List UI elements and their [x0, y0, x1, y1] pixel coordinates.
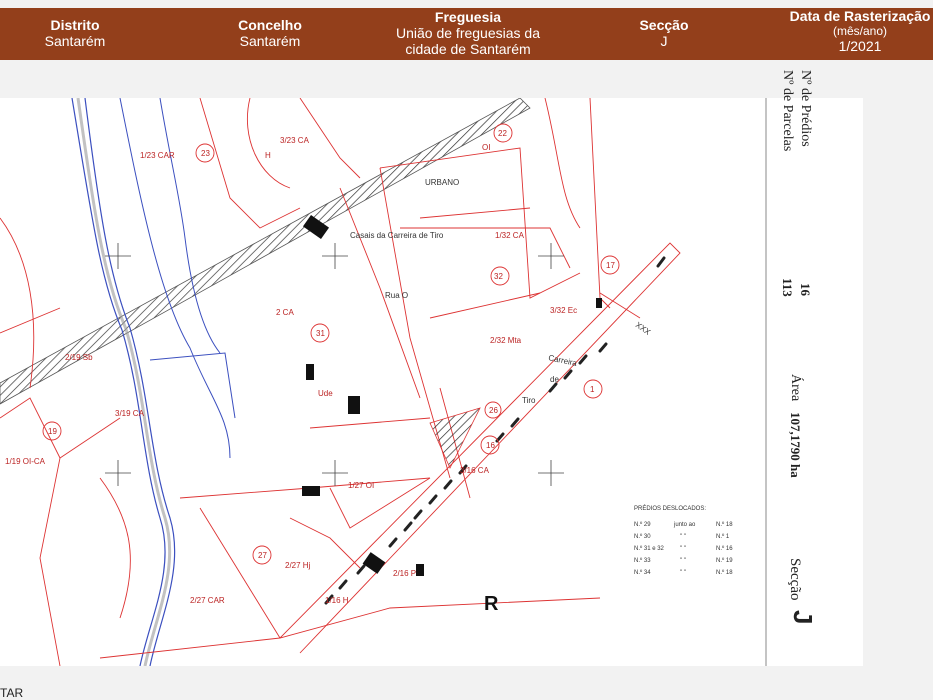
concelho-block: [228, 17, 312, 49]
map-labels: [5, 129, 653, 605]
label-p31: 31: [316, 329, 325, 338]
seccao-side-label: Secção: [787, 558, 803, 601]
label-mta: 2/32 Mta: [490, 336, 522, 345]
label-car27: 2/27 CAR: [190, 596, 225, 605]
stream-2: [72, 98, 165, 666]
cadastral-map[interactable]: [0, 98, 863, 666]
label-p32: 32: [494, 272, 503, 281]
deslocados-title: PRÉDIOS DESLOCADOS:: [634, 506, 707, 512]
deslocados-r5c3: N.º 18: [716, 570, 733, 576]
deslocados-r2c2: " ": [680, 534, 686, 540]
deslocados-r3c2: " ": [680, 546, 686, 552]
deslocados-r1c2: junto ao: [674, 522, 696, 528]
label-p23: 23: [201, 149, 210, 158]
label-p17: 17: [606, 261, 615, 270]
freguesia-block: [380, 9, 556, 57]
label-urbano: URBANO: [425, 178, 460, 187]
label-h16: 1/16 H: [325, 596, 349, 605]
map-canvas: [0, 98, 863, 666]
deslocados-r4c2: " ": [680, 558, 686, 564]
label-rua: Rua O: [385, 291, 409, 300]
concelho-label: Concelho: [238, 17, 302, 33]
label-ca31: 2 CA: [276, 308, 294, 317]
road-grey: [78, 98, 170, 666]
concelho-value: Santarém: [239, 33, 301, 49]
label-hp: 2/16 P: [393, 569, 417, 578]
deslocados-r4c3: N.º 19: [716, 558, 733, 564]
deslocados-r3c1: N.º 31 e 32: [634, 546, 664, 552]
area-value: 107,1790 ha: [788, 412, 803, 478]
predios-label: Nº de Prédios: [798, 70, 813, 147]
seccao-block: [628, 17, 700, 49]
label-p19: 19: [48, 427, 57, 436]
label-carreira: Carreira: [547, 353, 578, 368]
label-ca32: 1/32 CA: [495, 231, 524, 240]
seccao-value: J: [660, 33, 668, 49]
data-block: [780, 9, 933, 54]
freguesia-label: Freguesia: [434, 9, 502, 25]
label-p26: 26: [489, 406, 498, 415]
label-ca19: 3/19 CA: [115, 409, 144, 418]
deslocados-r1c1: N.º 29: [634, 522, 651, 528]
stream-5: [150, 353, 235, 418]
distrito-block: [40, 17, 110, 49]
strip-dashes: [326, 258, 664, 603]
header-bar: [0, 8, 933, 60]
label-tiro: Tiro: [522, 396, 536, 405]
deslocados-r4c1: N.º 33: [634, 558, 651, 564]
parcelas-label: Nº de Parcelas: [780, 70, 795, 152]
seccao-side-value: J: [788, 610, 818, 625]
label-r: R: [484, 593, 499, 615]
area-label: Área: [788, 374, 803, 402]
stream-1: [85, 98, 175, 666]
label-street: Casais da Carreira de Tiro: [350, 231, 444, 240]
distrito-label: Distrito: [50, 17, 100, 33]
deslocados-r5c2: " ": [680, 570, 686, 576]
data-label: Data de Rasterização: [789, 8, 931, 24]
footer-text: TAR: [0, 686, 24, 700]
parcel-lines: [0, 98, 680, 666]
deslocados-r1c3: N.º 18: [716, 522, 733, 528]
label-ec: 3/32 Ec: [550, 306, 578, 315]
distrito-value: Santarém: [44, 33, 106, 49]
label-h: H: [265, 151, 271, 160]
predios-value: 16: [798, 283, 813, 296]
parcelas-value: 113: [780, 278, 795, 297]
label-hj: 2/27 Hj: [285, 561, 311, 570]
stream-4: [160, 98, 220, 353]
label-oica: 1/19 OI-CA: [5, 457, 46, 466]
deslocados-table: [634, 505, 733, 576]
label-oi27: 1/27 OI: [348, 481, 375, 490]
map-side-panel: [763, 70, 863, 666]
label-ude: Ude: [318, 389, 333, 398]
deslocados-r3c3: N.º 16: [716, 546, 733, 552]
label-ca23: 3/23 CA: [280, 136, 309, 145]
label-car: 1/23 CAR: [140, 151, 175, 160]
label-oi: OI: [482, 143, 491, 152]
freguesia-value-2: cidade de Santarém: [405, 41, 531, 57]
hatched-triangle: [430, 408, 480, 468]
data-value: 1/2021: [838, 38, 882, 54]
data-sub: (mês/ano): [832, 24, 888, 38]
label-xxx: XXX: [633, 320, 653, 337]
label-p27: 27: [258, 551, 267, 560]
label-ca16: 3/16 CA: [460, 466, 489, 475]
freguesia-value-1: União de freguesias da: [396, 25, 540, 41]
label-p1: 1: [590, 385, 595, 394]
deslocados-r5c1: N.º 34: [634, 570, 651, 576]
label-de: de: [550, 375, 559, 384]
deslocados-r2c3: N.º 1: [716, 534, 730, 540]
deslocados-r2c1: N.º 30: [634, 534, 651, 540]
label-p22: 22: [498, 129, 507, 138]
label-sb: 2/19 Sb: [65, 353, 93, 362]
label-p16: 16: [486, 441, 495, 450]
seccao-label: Secção: [639, 17, 689, 33]
